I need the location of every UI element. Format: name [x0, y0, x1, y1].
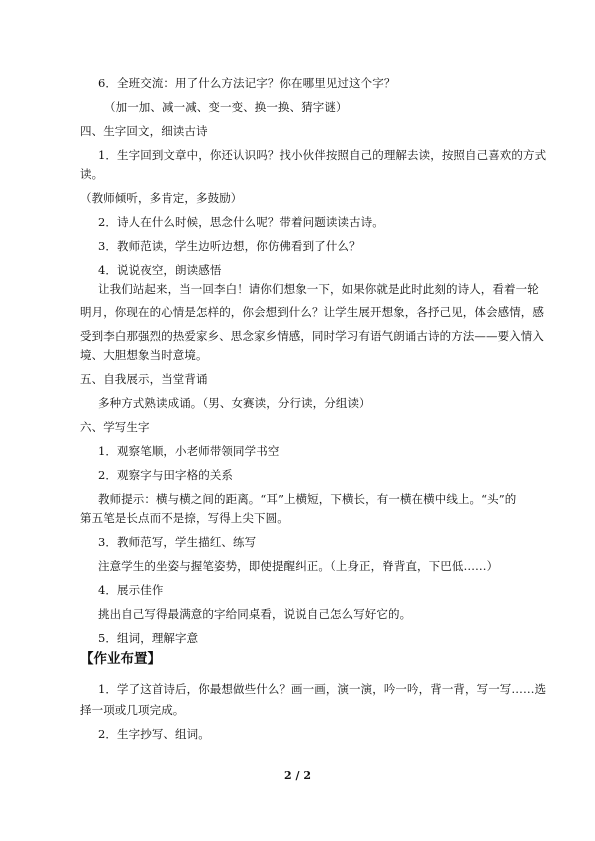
text-line: 教师提示：横与横之间的距离。“耳”上横短，下横长，有一横在横中线上。“头”的	[98, 492, 517, 506]
text-line: 6．全班交流：用了什么方法记字？你在哪里见过这个字？	[98, 76, 396, 90]
text-line: 5．组词，理解字意	[98, 631, 199, 645]
section-heading: 六、学写生字	[80, 420, 150, 434]
text-line: 2．观察字与田字格的关系	[98, 468, 234, 482]
text-line: 注意学生的坐姿与握笔姿势，即使提醒纠正。（上身正，脊背直，下巴低……）	[98, 559, 499, 573]
homework-heading: 【作业布置】	[80, 651, 161, 667]
section-heading: 五、自我展示，当堂背诵	[80, 372, 208, 386]
text-line: 第五笔是长点而不是捺，写得上尖下圆。	[80, 511, 289, 525]
text-line: 挑出自己写得最满意的字给同桌看，说说自己怎么写好它的。	[98, 607, 412, 621]
text-line: 2．诗人在什么时候，思念什么呢？带着问题读读古诗。	[98, 215, 384, 229]
text-line: 2．生字抄写、组词。	[98, 727, 210, 741]
text-line: 1．学了这首诗后，你最想做些什么？画一画，演一演，吟一吟，背一背，写一写……选	[98, 682, 547, 696]
text-line: 多种方式熟读成诵。（男、女赛读，分行读，分组读）	[98, 396, 371, 410]
text-line: 择一项或几项完成。	[80, 703, 185, 717]
text-line: 4．展示佳作	[98, 583, 164, 597]
text-line: 3．教师范读，学生边听边想，你仿佛看到了什么？	[98, 239, 361, 253]
text-line: 4．说说夜空，朗读感悟	[98, 263, 222, 277]
text-line: 1．生字回到文章中，你还认识吗？找小伙伴按照自己的理解去读，按照自己喜欢的方式	[98, 148, 547, 162]
text-line: 受到李白那强烈的热爱家乡、思念家乡情感，同时学习有语气朗诵古诗的方法——要入情入	[80, 329, 544, 343]
text-line: 明月，你现在的心情是怎样的，你会想到什么？让学生展开想象，各抒己见，体会感情，感	[80, 305, 544, 319]
text-line: （加一加、减一减、变一变、换一换、猜字谜）	[104, 100, 348, 114]
section-heading: 四、生字回文，细读古诗	[80, 124, 208, 138]
text-line: 3．教师范写，学生描红、练写	[98, 535, 257, 549]
text-line: 境、大胆想象当时意境。	[80, 348, 208, 362]
text-line: 读。	[80, 167, 104, 181]
text-line: 1．观察笔顺，小老师带领同学书空	[98, 444, 280, 458]
text-line: （教师倾听，多肯定，多鼓励）	[80, 191, 243, 205]
text-line: 让我们站起来，当一回李白！请你们想象一下，如果你就是此时此刻的诗人，看着一轮	[98, 282, 539, 296]
page-number: 2 / 2	[284, 769, 311, 782]
